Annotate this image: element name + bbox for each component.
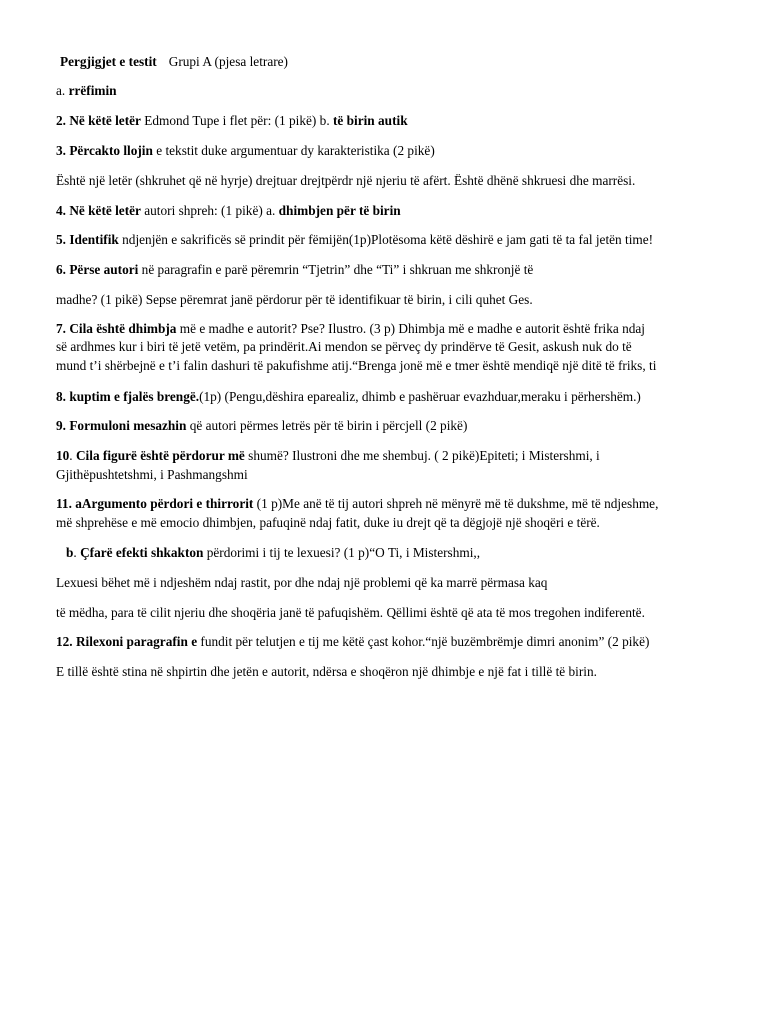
question-2-answer: të birin autik bbox=[332, 113, 408, 128]
question-7 bbox=[56, 319, 746, 338]
question-11b-text: përdorimi i tij te lexuesi? (1 p)“O Ti, i Mistershmi,, bbox=[203, 545, 481, 560]
question-8-text: (1p) (Pengu,dëshira eparealiz, dhimb e pashëruar evazhduar,meraku i përhershëm.) bbox=[199, 389, 641, 404]
question-11b-line-3: të mëdha, para të cilit njeriu dhe shoqëria janë të pafuqishëm. Qëllimi është që ata të mos tregohen indiferentë. bbox=[56, 605, 645, 620]
question-11b-bold: Çfarë efekti shkakton bbox=[80, 545, 204, 560]
question-6-text: në paragrafin e parë përemrin “Tjetrin” dhe “Ti” i shkruan me shkronjë të bbox=[138, 262, 534, 277]
question-4-number: 4. bbox=[56, 203, 66, 218]
question-11b-line-2: Lexuesi bëhet më i ndjeshëm ndaj rastit, por dhe ndaj një problemi që ka marrë përmasa kaq bbox=[56, 575, 548, 590]
title-rest: Grupi A (pjesa letrare) bbox=[168, 54, 288, 69]
question-2-number: 2. bbox=[56, 113, 66, 128]
question-7-bold: Cila është dhimbja bbox=[69, 321, 177, 336]
question-8-number: 8. bbox=[56, 389, 66, 404]
question-11-line-2: më shprehëse e më emocio dhimbjen, pafuqinë ndaj fatit, duke iu drejt që ta dëgjojë një shoqëri e tërë. bbox=[56, 515, 600, 530]
answer-a bbox=[56, 81, 746, 100]
question-12-text: fundit për telutjen e tij me këtë çast kohor.“një buzëmbrëmje dimri anonim” (2 pikë) bbox=[197, 634, 650, 649]
question-9-bold: Formuloni mesazhin bbox=[69, 418, 187, 433]
question-11 bbox=[56, 494, 746, 513]
question-10-line-2: Gjithëpushtetshmi, i Pashmangshmi bbox=[56, 467, 248, 482]
question-3 bbox=[56, 141, 746, 160]
question-9 bbox=[56, 416, 746, 435]
question-11-text: (1 p)Me anë të tij autori shpreh në mënyrë më të dukshme, më të ndjeshme, bbox=[253, 496, 659, 511]
question-12-number: 12. bbox=[56, 634, 73, 649]
title-bold: Pergjigjet e testit bbox=[60, 54, 157, 69]
question-5-number: 5. bbox=[56, 232, 66, 247]
question-2-bold: Në këtë letër bbox=[69, 113, 141, 128]
question-5-text: ndjenjën e sakrificës së prindit për fëmijën(1p)Plotësoma këtë dëshirë e jam gati të ta fal jetën time! bbox=[118, 232, 654, 247]
question-9-text: që autori përmes letrës për të birin i përcjell (2 pikë) bbox=[186, 418, 468, 433]
question-5-bold: Identifik bbox=[69, 232, 119, 247]
question-6-continuation: madhe? (1 pikë) Sepse përemrat janë përdorur për të identifikuar të birin, i cili quhet Ges. bbox=[56, 292, 533, 307]
question-4-answer: dhimbjen për të birin bbox=[278, 203, 401, 218]
question-11-bold: Argumento përdori e thirrorit bbox=[81, 496, 254, 511]
question-12-answer: E tillë është stina në shpirtin dhe jetën e autorit, ndërsa e shoqëron një dhimbje e një fat i tillë të birin. bbox=[56, 664, 597, 679]
question-11-number: 11 bbox=[56, 496, 69, 511]
question-9-number: 9. bbox=[56, 418, 66, 433]
question-3-bold: Përcakto llojin bbox=[69, 143, 153, 158]
question-3-number: 3. bbox=[56, 143, 66, 158]
question-10-sep: . bbox=[69, 448, 76, 463]
question-2 bbox=[56, 111, 746, 130]
question-10-bold: Cila figurë është përdorur më bbox=[75, 448, 245, 463]
question-7-text: më e madhe e autorit? Pse? Ilustro. (3 p) Dhimbja më e madhe e autorit është frika ndaj bbox=[176, 321, 645, 336]
question-8-bold: kuptim e fjalës brengë. bbox=[69, 389, 200, 404]
question-10 bbox=[56, 446, 746, 465]
question-10-text: shumë? Ilustroni dhe me shembuj. ( 2 pikë)Epiteti; i Mistershmi, i bbox=[244, 448, 600, 463]
question-6 bbox=[56, 260, 746, 279]
question-11b-sep: . bbox=[73, 545, 81, 560]
question-8 bbox=[56, 387, 746, 406]
question-4-bold: Në këtë letër bbox=[69, 203, 141, 218]
question-12 bbox=[56, 632, 746, 651]
question-3-text: e tekstit duke argumentuar dy karakteristika (2 pikë) bbox=[152, 143, 435, 158]
question-2-text: Edmond Tupe i flet për: (1 pikë) b. bbox=[140, 113, 333, 128]
question-4-text: autori shpreh: (1 pikë) a. bbox=[140, 203, 279, 218]
question-3-answer: Është një letër (shkruhet që në hyrje) drejtuar drejtpërdr një njeriu të afërt. Është dhënë shkruesi dhe marrësi. bbox=[56, 173, 636, 188]
question-11b-number: b bbox=[66, 545, 74, 560]
question-7-line-3: mund t’i shërbejnë e t’i falin dashuri të pakufishme atij.“Brenga jonë më e tmer është mendiqë një ditë të friks, ti bbox=[56, 358, 657, 373]
question-12-bold: Rilexoni paragrafin e bbox=[75, 634, 198, 649]
question-11-sep: . a bbox=[68, 496, 82, 511]
answer-a-prefix: a. bbox=[56, 83, 69, 98]
question-11b bbox=[56, 543, 756, 562]
question-7-number: 7. bbox=[56, 321, 66, 336]
question-6-bold: Përse autori bbox=[69, 262, 139, 277]
question-4 bbox=[56, 201, 746, 220]
document-title bbox=[56, 52, 746, 71]
question-7-line-2: së ardhmes kur i biri të jetë vetëm, pa prindërit.Ai mendon se përveç dy prindërve të Gesit, askush nuk do të bbox=[56, 339, 632, 354]
question-10-number: 10 bbox=[56, 448, 70, 463]
question-6-number: 6. bbox=[56, 262, 66, 277]
question-5 bbox=[56, 230, 746, 249]
answer-a-bold: rrëfimin bbox=[68, 83, 117, 98]
